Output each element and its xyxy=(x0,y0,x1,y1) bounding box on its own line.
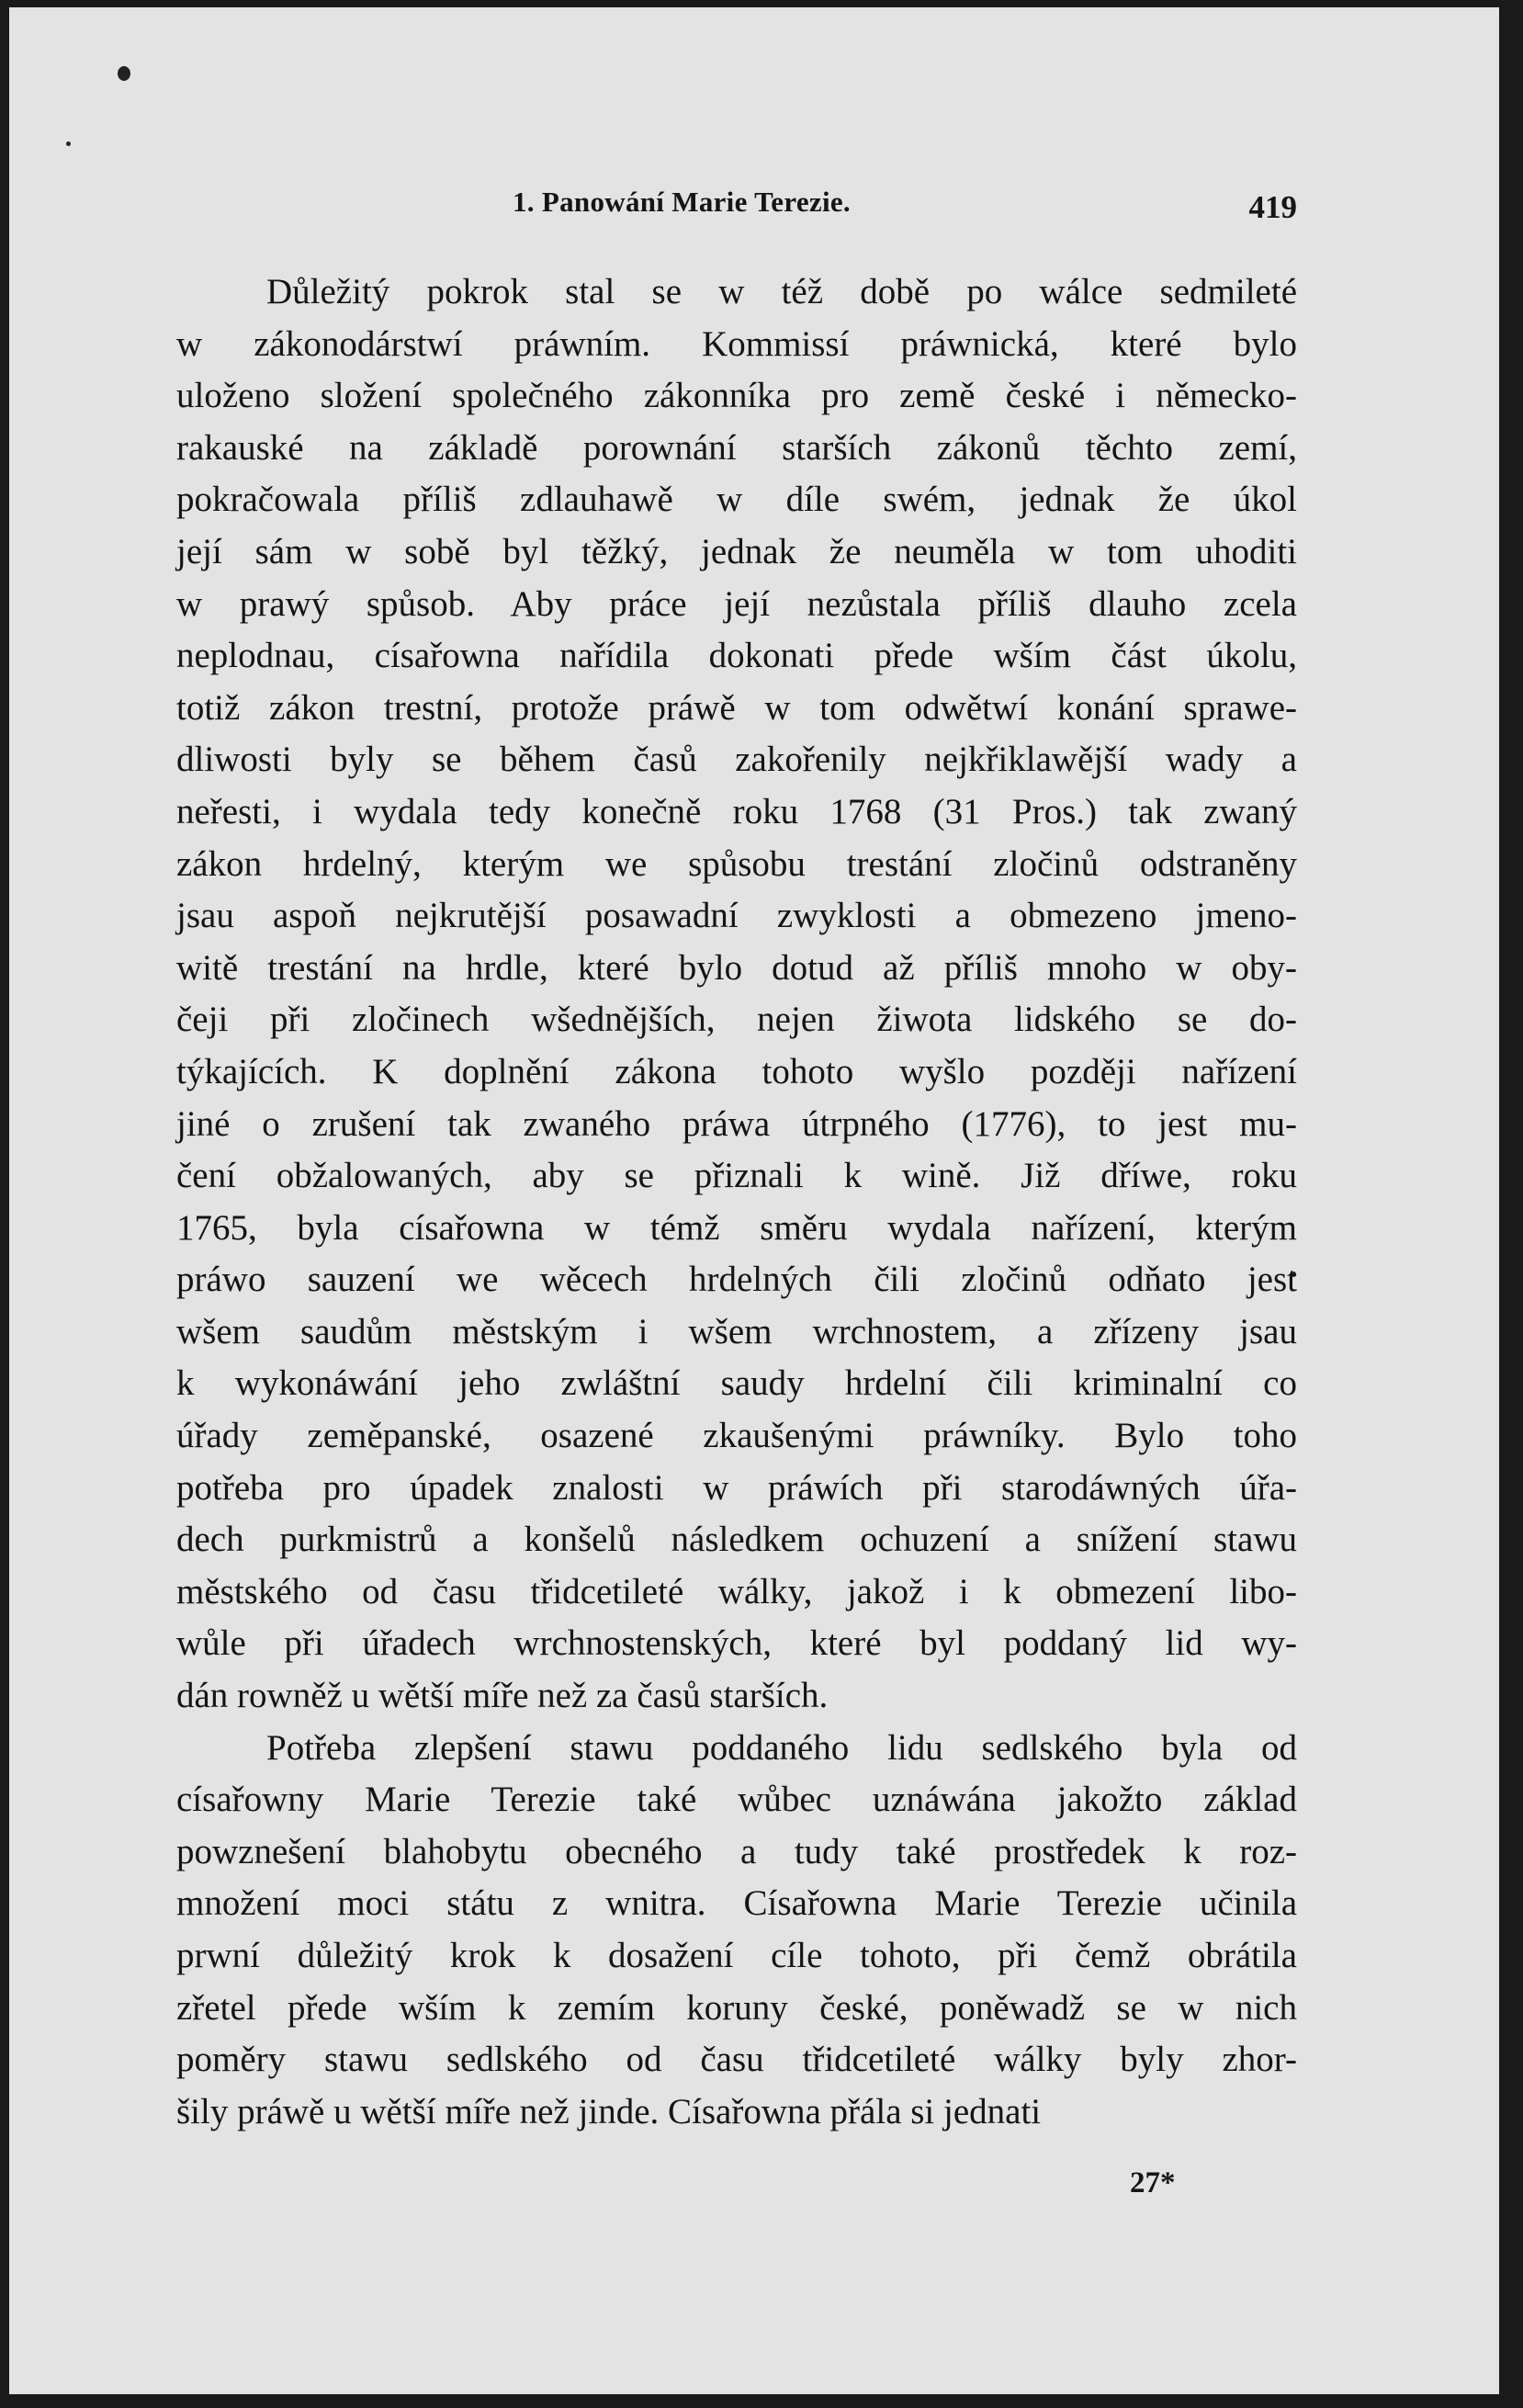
signature-mark: 27* xyxy=(1130,2166,1176,2199)
running-title: 1. Panowání Marie Terezie. xyxy=(513,186,851,218)
text-line: její sám w sobě byl těžký, jednak že neuměla w tom uhoditi xyxy=(176,531,1297,571)
text-line: neplodnau, císařowna nařídila dokonati přede wším část úkolu, xyxy=(176,636,1297,676)
text-line: týkajících. K doplnění zákona tohoto wyšlo později nařízení xyxy=(176,1051,1297,1091)
ink-speck-decoration xyxy=(118,66,130,81)
text-line: w prawý spůsob. Aby práce její nezůstala příliš dlauho zcela xyxy=(176,583,1297,624)
text-line: Potřeba zlepšení stawu poddaného lidu sedlského byla od xyxy=(266,1727,1297,1768)
text-line: poměry stawu sedlského od času třidcetileté wálky byly zhor- xyxy=(176,2040,1297,2080)
page-body xyxy=(176,266,1297,2138)
text-line: jiné o zrušení tak zwaného práwa útrpného (1776), to jest mu- xyxy=(176,1103,1297,1144)
text-line: dán rowněž u wětší míře než za časů starších. xyxy=(176,1676,829,1716)
text-line: uloženo složení společného zákonníka pro země české i německo- xyxy=(176,376,1297,416)
text-line: potřeba pro úpadek znalosti w práwích při starodáwných úřa- xyxy=(176,1467,1297,1508)
text-line: zřetel přede wším k zemím koruny české, poněwadž se w nich xyxy=(176,1987,1297,2028)
text-line: k wykonáwání jeho zwláštní saudy hrdelní čili kriminalní co xyxy=(176,1363,1297,1404)
text-line: Důležitý pokrok stal se w též době po wálce sedmileté xyxy=(266,272,1297,311)
paragraph xyxy=(176,266,1297,1723)
page-number: 419 xyxy=(1248,189,1297,225)
text-line: dech purkmistrů a konšelů následkem ochuzení a snížení stawu xyxy=(176,1520,1297,1560)
text-line: úřady zeměpanské, osazené zkaušenými práwníky. Bylo toho xyxy=(176,1416,1297,1456)
text-line: jsau aspoň nejkrutější posawadní zwyklosti a obmezeno jmeno- xyxy=(176,896,1297,936)
text-line: císařowny Marie Terezie také wůbec uznáwána jakožto základ xyxy=(176,1780,1297,1820)
text-line: rakauské na základě porownání starších zákonů těchto zemí, xyxy=(176,427,1297,468)
page-header xyxy=(513,182,1297,228)
text-line: wůle při úřadech wrchnostenských, které byl poddaný lid wy- xyxy=(176,1623,1297,1664)
text-line: 1765, byla císařowna w témž směru wydala nařízení, kterým xyxy=(176,1207,1297,1248)
text-line: witě trestání na hrdle, které bylo dotud až příliš mnoho w oby- xyxy=(176,947,1297,988)
text-line: pokračowala příliš zdlauhawě w díle swém, jednak že úkol xyxy=(176,480,1297,520)
text-line: prwní důležitý krok k dosažení cíle tohoto, při čemž obrátila xyxy=(176,1936,1297,1975)
text-line: šily práwě u wětší míře než jinde. Císařowna přála si jednati xyxy=(176,2091,1042,2131)
text-line: dliwosti byly se během časů zakořenily nejkřiklawější wady a xyxy=(176,740,1297,780)
text-line: powznešení blahobytu obecného a tudy také prostředek k roz- xyxy=(176,1831,1297,1871)
text-line: práwo sauzení we wěcech hrdelných čili zločinů odňato jest xyxy=(176,1260,1297,1300)
text-line: neřesti, i wydala tedy konečně roku 1768 (31 Pros.) tak zwaný xyxy=(176,791,1297,831)
text-line: městského od času třidcetileté wálky, jakož i k obmezení libo- xyxy=(176,1571,1297,1611)
text-line: totiž zákon trestní, protože práwě w tom odwětwí konání sprawe- xyxy=(176,687,1297,728)
paragraph xyxy=(176,1723,1297,2139)
text-line: w zákonodárstwí práwním. Kommissí práwnická, které bylo xyxy=(176,323,1297,364)
text-line: čení obžalowaných, aby se přiznali k wině. Již dříwe, roku xyxy=(176,1156,1297,1196)
text-line: zákon hrdelný, kterým we spůsobu trestání zločinů odstraněny xyxy=(176,843,1297,884)
text-line: čeji při zločinech wšednějších, nejen žiwota lidského se do- xyxy=(176,1000,1297,1040)
book-page xyxy=(9,7,1499,2394)
text-line: wšem saudům městským i wšem wrchnostem, a zřízeny jsau xyxy=(176,1311,1297,1351)
text-line: množení moci státu z wnitra. Císařowna Marie Terezie učinila xyxy=(176,1883,1297,1924)
ink-speck-decoration xyxy=(66,141,71,146)
